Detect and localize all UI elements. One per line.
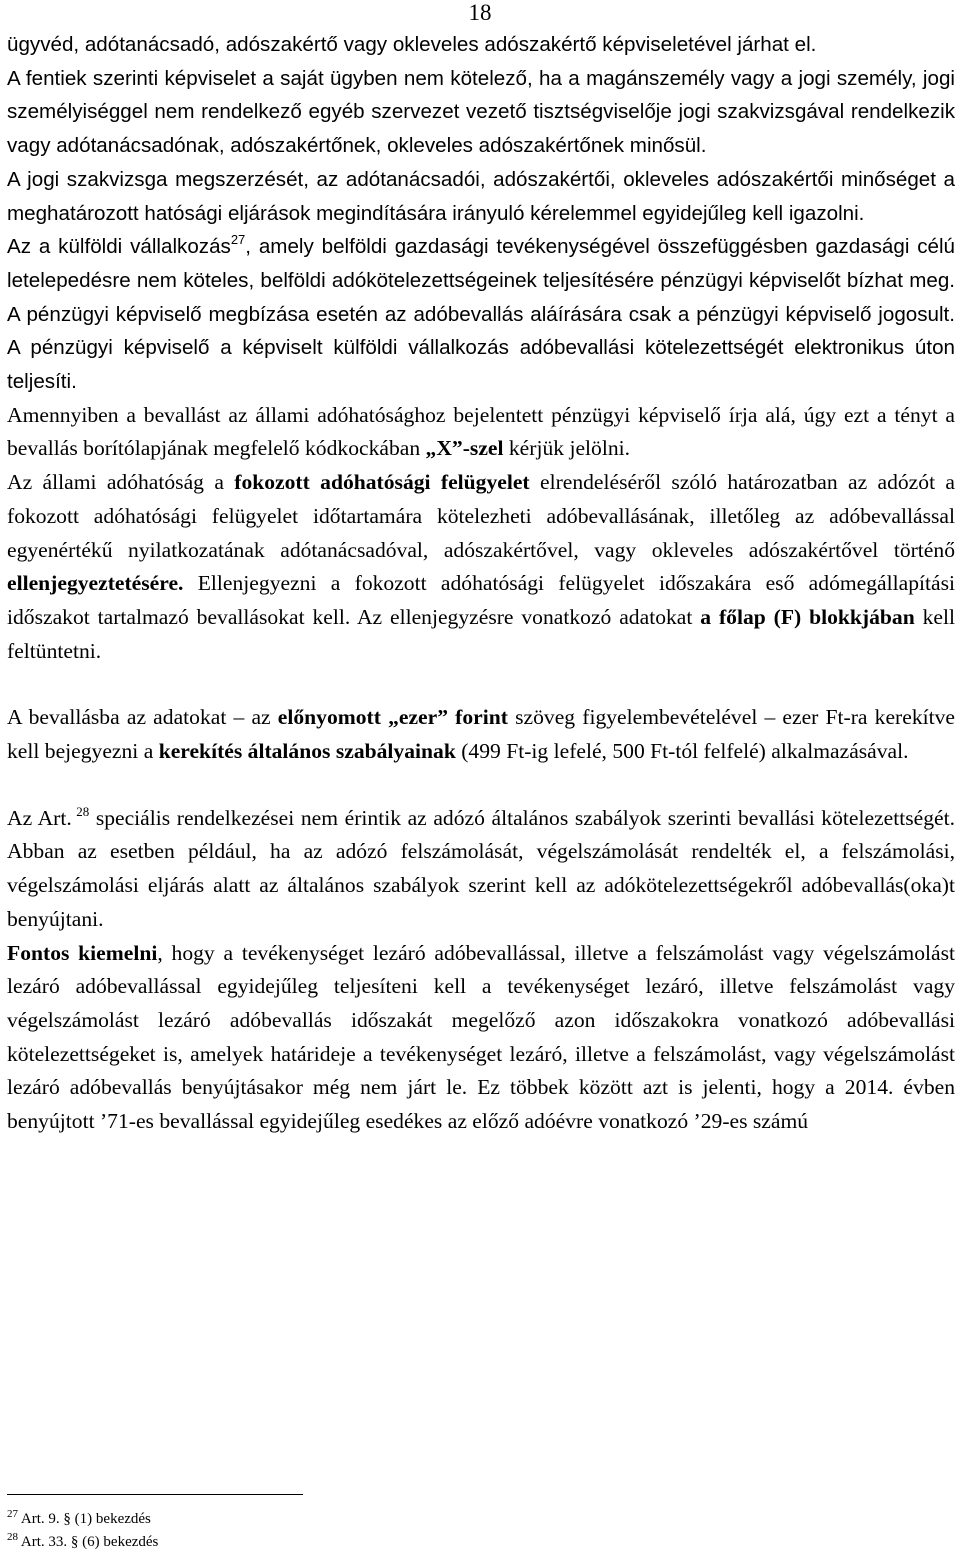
text-run: , amely belföldi gazdasági tevékenységével összefüggésben gazdasági célú letelepedésre nem köteles, belföldi adókötelezettségeinek teljesítésére pénzügyi képviselőt bízhat meg. A pénzügyi képviselő megbízása esetén az adóbevallás aláírására csak a pénzügyi képviselő jogosult. A pénzügyi képviselő a képviselt külföldi vállalkozás adóbevallási kötelezettségét elektronikus úton teljesíti. xyxy=(7,235,956,394)
footnote-text: Art. 33. § (6) bekezdés xyxy=(18,1534,159,1550)
footnotes xyxy=(7,1508,158,1554)
footnote xyxy=(7,1508,158,1531)
emphasis-text: a főlap (F) blokkjában xyxy=(700,604,915,629)
paragraph xyxy=(7,399,955,466)
page-number: 18 xyxy=(468,0,492,25)
paragraph xyxy=(7,163,955,230)
text-run: A jogi szakvizsga megszerzését, az adótanácsadói, adószakértői, okleveles adószakértői minőséget a meghatározott hatósági eljárások megindítására irányuló kérelemmel egyidejűleg kell igazolni. xyxy=(7,167,955,225)
text-run: Az Art. xyxy=(7,805,72,830)
text-run: Ellenjegyezni a fokozott adóhatósági felügyelet időszakára eső adómegállapítási időszakot tartalmazó bevallásokat kell. Az ellenjegyzésre vonatkozó adatokat xyxy=(7,571,955,629)
text-run: (499 Ft-ig lefelé, 500 Ft-tól felfelé) alkalmazásával. xyxy=(455,739,909,764)
paragraph xyxy=(7,466,955,668)
text-run: speciális rendelkezései nem érintik az adózó általános szabályok szerinti bevallási kötelezettségét. Abban az esetben például, ha az adózó felszámolását, végelszámolását rendelték el, a felszámolási, végelszámolási eljárás alatt az általános szabályok szerint kell az adókötelezettségekről adóbevallás(oka)t benyújtani. xyxy=(7,805,955,931)
emphasis-text: fokozott adóhatósági felügyelet xyxy=(234,470,530,495)
emphasis-text: Fontos kiemelni xyxy=(7,940,158,965)
emphasis-text: ellenjegyeztetésére. xyxy=(7,571,184,596)
paragraph xyxy=(7,28,955,62)
footnote-number: 27 xyxy=(7,1508,18,1520)
text-run: A bevallásba az adatokat – az xyxy=(7,705,278,730)
emphasis-text: előnyomott „ezer” forint xyxy=(277,705,508,730)
emphasis-text: „X”-szel xyxy=(425,436,504,461)
text-run: Az a külföldi vállalkozás xyxy=(7,235,231,259)
footnote-number: 28 xyxy=(7,1531,18,1543)
text-run: Amennyiben a bevallást az állami adóhatósághoz bejelentett pénzügyi képviselő írja alá, úgy ezt a tényt a bevallás borítólapjának megfelelő kódkockában xyxy=(7,402,955,461)
text-run: szöveg figyelembevételével – ezer Ft-ra kerekítve kell bejegyezni a xyxy=(7,705,956,764)
text-run: ügyvéd, adótanácsadó, adószakértő vagy okleveles adószakértő képviseletével járhat el. xyxy=(7,33,817,56)
text-run: elrendeléséről szóló határozatban az adózót a fokozott adóhatósági felügyelet időtartamára kötelezheti adóbevallásának, illetőleg az adóbevallással egyenértékű nyilatkozatának adótanácsadóval, adószakértővel, vagy okleveles adószakértővel történő xyxy=(7,470,955,562)
paragraph xyxy=(7,62,955,163)
footnote-text: Art. 9. § (1) bekezdés xyxy=(18,1511,151,1527)
text-run: , hogy a tevékenységet lezáró adóbevallással, illetve a felszámolást vagy végelszámolást lezáró adóbevallással egyidejűleg teljesíteni kell a tevékenységet lezáró, illetve felszámolást vagy végelszámolást lezáró adóbevallás időszakát megelőző azon időszakokra vonatkozó adóbevallási kötelezettségeket is, amelyek határideje a tevékenységet lezáró, illetve a felszámolást, vagy végelszámolást lezáró adóbevallás benyújtásakor még nem járt le. Ez többek között azt is jelenti, hogy a 2014. évben benyújtott ’71-es bevallással egyidejűleg esedékes az előző adóévre vonatkozó ’29-es számú xyxy=(7,940,955,1134)
paragraph xyxy=(7,701,955,768)
footnote-separator xyxy=(7,1494,303,1495)
footnote-ref: 28 xyxy=(71,803,90,819)
paragraph xyxy=(7,937,955,1139)
text-run: kell feltüntetni. xyxy=(7,604,956,663)
paragraph xyxy=(7,802,955,937)
text-run: kérjük jelölni. xyxy=(503,436,631,461)
emphasis-text: kerekítés általános szabályainak xyxy=(158,739,456,764)
text-run: Az állami adóhatóság a xyxy=(7,470,235,495)
document-body xyxy=(7,28,955,1139)
paragraph xyxy=(7,230,955,399)
text-run: A fentiek szerinti képviselet a saját ügyben nem kötelező, ha a magánszemély vagy a jogi személy, jogi személyiséggel nem rendelkező egyéb szervezet vezető tisztségviselője jogi szakvizsgával rendelkezik vagy adótanácsadónak, adószakértőnek, okleveles adószakértőnek minősül. xyxy=(7,66,955,158)
footnote xyxy=(7,1531,158,1554)
footnote-ref: 27 xyxy=(230,232,246,248)
